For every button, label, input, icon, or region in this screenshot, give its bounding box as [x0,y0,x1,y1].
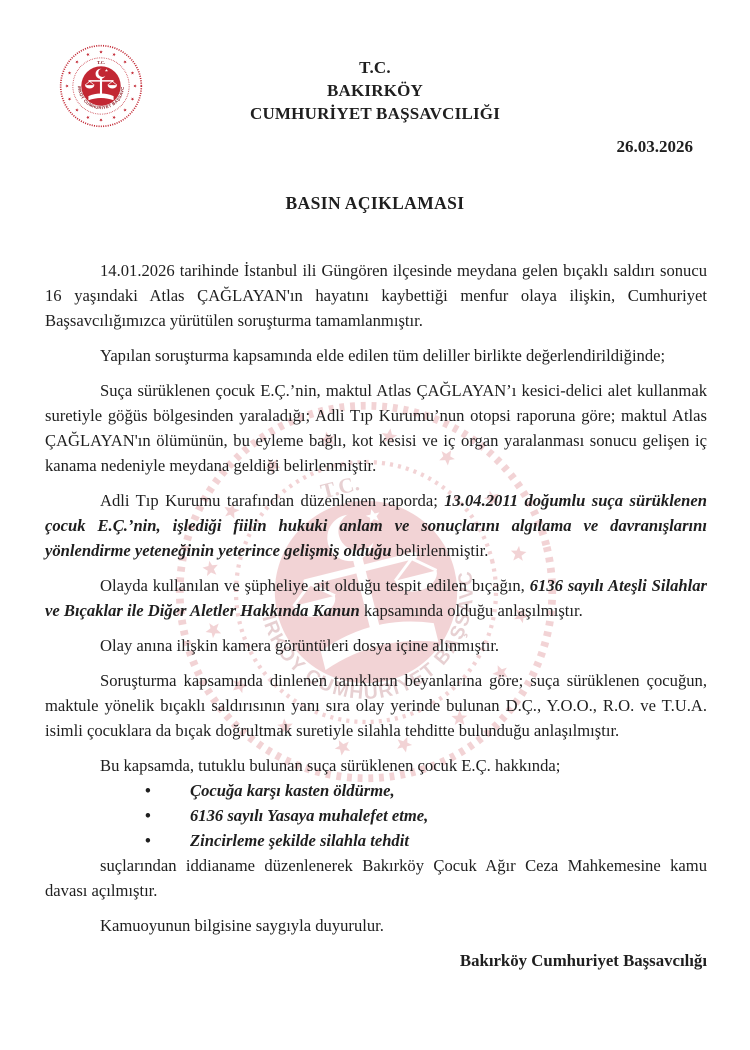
paragraph-camera-footage: Olay anına ilişkin kamera görüntüleri dosya içine alınmıştır. [100,636,500,655]
paragraph-forensic-prefix: Adli Tıp Kurumu tarafından düzenlenen raporda; [100,491,445,510]
paragraph-incident: 14.01.2026 tarihinde İstanbul ili Güngören ilçesinde meydana gelen bıçaklı saldırı sonucu 16 yaşındaki Atlas ÇAĞLAYAN'ın hayatını kaybettiği menfur olaya ilişkin, Cumhuriyet Başsavcılığımızca yürütülen soruşturma tamamlanmıştır. [45,261,707,330]
bullet-icon: • [145,831,151,850]
paragraph-closing: Kamuoyunun bilgisine saygıyla duyurulur. [100,916,384,935]
charge-item [45,828,707,853]
paragraph-weapon-prefix: Olayda kullanılan ve şüpheliye ait olduğu tespit edilen bıçağın, [100,576,530,595]
paragraph-weapon-suffix: kapsamında olduğu anlaşılmıştır. [359,601,583,620]
paragraph-forensic-report [45,488,707,563]
paragraph-forensic-suffix: belirlenmiştir. [391,541,489,560]
paragraph-weapon-emphasis: 6136 sayılı Ateşli Silahlar ve Bıçaklar ile Diğer Aletler Hakkında Kanun [45,576,707,620]
press-release-title: BASIN AÇIKLAMASI [285,193,465,213]
paragraph-charges-intro: Bu kapsamda, tutuklu bulunan suça sürüklenen çocuk E.Ç. hakkında; [100,756,561,775]
letterhead-line-city: BAKIRKÖY [326,81,424,100]
paragraph-indictment: suçlarından iddianame düzenlenerek Bakırköy Çocuk Ağır Ceza Mahkemesine kamu davası açılmıştır. [45,856,707,900]
paragraph-autopsy: Suça sürüklenen çocuk E.Ç.’nin, maktul Atlas ÇAĞLAYAN’ı kesici-delici alet kullanmak suretiyle göğüs bölgesinden yaraladığı; Adli Tıp Kurumu’nun otopsi raporuna göre; maktul Atlas ÇAĞLAYAN'ın ölümünün, bu eyleme bağlı, kot kesisi ve iç organ yaralanması sonucu gelişen iç kanama nedeniyle meydana geldiği belirlenmiştir. [45,381,707,475]
charge-label: Çocuğa karşı kasten öldürme, [190,781,395,800]
charge-label: Zincirleme şekilde silahla tehdit [190,831,409,850]
charge-item [45,803,707,828]
document-body [45,258,707,973]
charge-item [45,778,707,803]
paragraph-evidence-intro: Yapılan soruşturma kapsamında elde edilen tüm deliller birlikte değerlendirildiğinde; [100,346,666,365]
bullet-icon: • [145,806,151,825]
paragraph-witnesses: Soruşturma kapsamında dinlenen tanıkların beyanlarına göre; suça sürüklenen çocuğun, maktule yönelik bıçaklı saldırısının yanı sıra olay yerinde bulunan D.Ç., Y.O.O., R.O. ve T.U.A. isimli çocuklara da bıçak doğrultmak suretiyle silahla tehditte bulunduğu anlaşılmıştır. [45,671,707,740]
bullet-icon: • [145,781,151,800]
letterhead-line-office: CUMHURİYET BAŞSAVCILIĞI [249,104,501,123]
charge-label: 6136 sayılı Yasaya muhalefet etme, [190,806,429,825]
signature: Bakırköy Cumhuriyet Başsavcılığı [459,951,707,970]
paragraph-forensic-emphasis: 13.04.2011 doğumlu suça sürüklenen çocuk E.Ç.’nin, işlediği fiilin hukuki anlam ve sonuçlarını algılama ve davranışlarını yönlendirme yeteneğinin yeterince gelişmiş olduğu [45,491,707,560]
letterhead-line-tc: T.C. [359,58,391,77]
justice-seal-icon [59,44,143,128]
paragraph-weapon [45,573,707,623]
document-date: 26.03.2026 [616,137,693,156]
